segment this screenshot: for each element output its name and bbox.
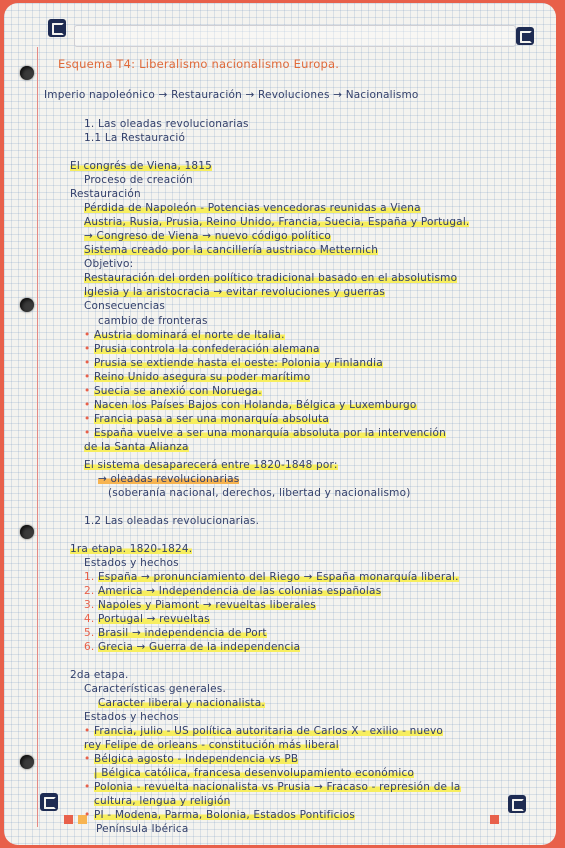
- note-line: Iglesia y la aristocracia → evitar revoluciones y guerras: [84, 286, 386, 298]
- binder-hole: [20, 66, 34, 80]
- note-line: (soberanía nacional, derechos, libertad y nacionalismo): [108, 487, 411, 499]
- list-item: • Prusia se extiende hasta el oeste: Polonia y Finlandia: [84, 357, 383, 369]
- note-line: Sistema creado por la cancillería austriaco Metternich: [84, 244, 379, 256]
- note-line: Austria, Rusia, Prusia, Reino Unido, Francia, Suecia, España y Portugal.: [84, 216, 470, 228]
- note-line: cultura, lengua y religión: [94, 795, 231, 807]
- page-title: Esquema T4: Liberalismo nacionalismo Europa.: [58, 57, 340, 71]
- list-item: 3. Napoles y Piamont → revueltas liberales: [84, 599, 316, 611]
- color-square: [490, 815, 499, 824]
- note-line: → oleadas revolucionarias: [98, 473, 240, 485]
- timeline: Imperio napoleónico → Restauración → Revoluciones → Nacionalismo: [44, 89, 419, 101]
- note-line: Restauración del orden político tradicional basado en el absolutismo: [84, 272, 458, 284]
- subsection-heading: 1.1 La Restauració: [84, 132, 186, 144]
- list-item: 4. Portugal → revueltas: [84, 613, 210, 625]
- list-item: 5. Brasil → independencia de Port: [84, 627, 267, 639]
- section-heading: 1. Las oleadas revolucionarias: [84, 118, 249, 130]
- binder-hole: [20, 298, 34, 312]
- hechos-label: Estados y hechos: [84, 557, 179, 569]
- corner-logo-bottom-right: [508, 795, 526, 813]
- restauracion-heading: Restauración: [70, 188, 141, 200]
- caracteristicas-label: Características generales.: [84, 683, 226, 695]
- etapa-heading: 2da etapa.: [70, 669, 129, 681]
- list-item: 1. España → pronunciamiento del Riego → España monarquía liberal.: [84, 571, 459, 583]
- note-line: rey Felipe de orleans - constitución más liberal: [84, 739, 339, 751]
- list-item: 2. America → Independencia de las colonias españolas: [84, 585, 382, 597]
- binder-hole: [20, 755, 34, 769]
- list-item: 6. Grecia → Guerra de la independencia: [84, 641, 301, 653]
- header-box: [74, 25, 516, 47]
- note-line: Caracter liberal y nacionalista.: [98, 697, 265, 709]
- color-square: [64, 815, 73, 824]
- notebook-page: [4, 3, 556, 845]
- corner-logo-top-left: [48, 19, 66, 37]
- note-line: Pérdida de Napoleón - Potencias vencedoras reunidas a Viena: [84, 202, 421, 214]
- binder-hole: [20, 525, 34, 539]
- note-line: de la Santa Alianza: [84, 441, 189, 453]
- list-item: • Francia pasa a ser una monarquía absoluta: [84, 413, 330, 425]
- note-line: → Congreso de Viena → nuevo código político: [84, 230, 332, 242]
- proceso-text: Proceso de creación: [84, 174, 193, 186]
- list-item: • Austria dominará el norte de Italia.: [84, 329, 285, 341]
- list-item: • Bélgica agosto - Independencia vs PB: [84, 753, 299, 765]
- note-line: Península Ibérica: [96, 823, 189, 835]
- hechos-label: Estados y hechos: [84, 711, 179, 723]
- list-item: • Reino Unido asegura su poder marítimo: [84, 371, 311, 383]
- list-item: • PI - Modena, Parma, Bolonia, Estados Pontificios: [84, 809, 356, 821]
- note-line: El sistema desaparecerá entre 1820-1848 por:: [84, 459, 338, 471]
- etapa-heading: 1ra etapa. 1820-1824.: [70, 543, 193, 555]
- corner-logo-top-right: [516, 27, 534, 45]
- congres-heading: El congrés de Viena, 1815: [70, 160, 213, 172]
- list-item: • Suecia se anexió con Noruega.: [84, 385, 262, 397]
- corner-logo-bottom-left: [40, 793, 58, 811]
- list-item: • Francia, julio - US política autoritaria de Carlos X - exilio - nuevo: [84, 725, 444, 737]
- list-item: • Polonia - revuelta nacionalista vs Prusia → Fracaso - represión de la: [84, 781, 461, 793]
- cambio-text: cambio de fronteras: [98, 315, 208, 327]
- note-line: | Bélgica católica, francesa desenvolupamiento económico: [94, 767, 415, 779]
- margin-line: [37, 47, 38, 827]
- subsection-heading: 1.2 Las oleadas revolucionarias.: [84, 515, 260, 527]
- list-item: • Nacen los Países Bajos con Holanda, Bélgica y Luxemburgo: [84, 399, 417, 411]
- consecuencias-label: Consecuencias: [84, 300, 166, 312]
- objetivo-label: Objetivo:: [84, 258, 134, 270]
- list-item: • España vuelve a ser una monarquía absoluta por la intervención: [84, 427, 446, 439]
- list-item: • Prusia controla la confederación alemana: [84, 343, 320, 355]
